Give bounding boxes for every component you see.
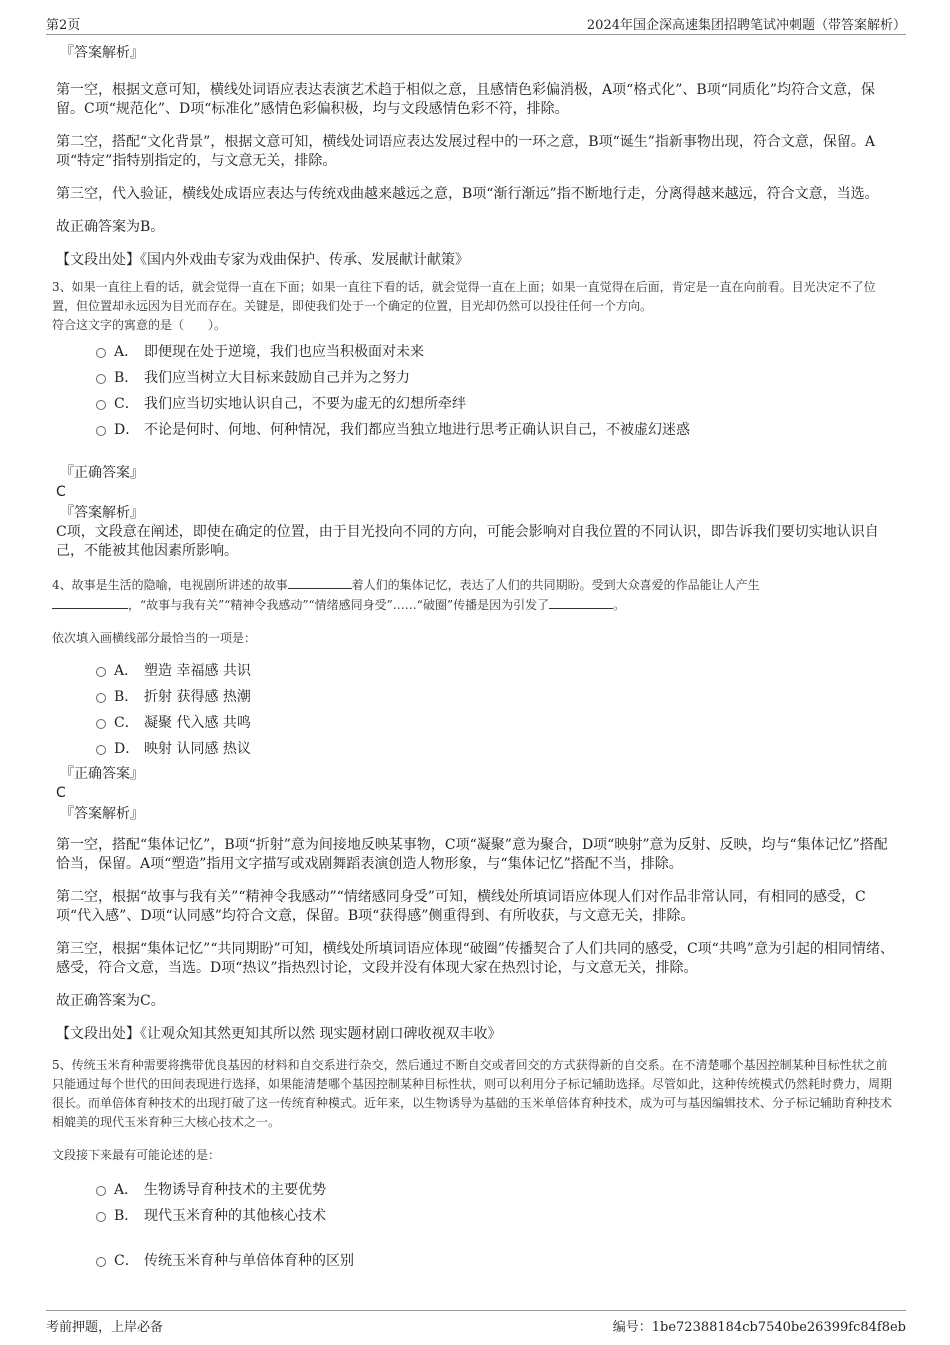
option-b[interactable]: B． 我们应当树立大目标来鼓励自己并为之努力 <box>96 369 896 388</box>
page-number: 第2页 <box>46 18 81 33</box>
question-prompt: 依次填入画横线部分最恰当的一项是： <box>52 631 257 645</box>
option-a[interactable]: A． 生物诱导育种技术的主要优势 <box>96 1181 896 1200</box>
answer-label: 『正确答案』 <box>60 766 144 782</box>
option-a[interactable]: A． 即便现在处于逆境，我们也应当积极面对未来 <box>96 343 896 362</box>
radio-icon[interactable] <box>96 374 106 384</box>
question-prompt: 符合这文字的寓意的是（ ）。 <box>52 318 227 332</box>
analysis-paragraph: 第三空，代入验证，横线处成语应表达与传统戏曲越来越远之意，B项“渐行渐远”指不断地行走，分离得越来越远，符合文意，当选。 <box>56 186 879 202</box>
page-header <box>46 12 906 35</box>
question-stem: 5、传统玉米育种需要将携带优良基因的材料和自交系进行杂交，然后通过不断自交或者回交的方式获得新的自交系。在不清楚哪个基因控制某种目标性状之前只能通过每个世代的田间表现进行选择，如果能清楚哪个基因控制某种目标性状，则可以利用分子标记辅助选择。尽管如此，这种传统模式仍然耗时费力，周期很长。而单倍体育种技术的出现打破了这一传统育种模式。近年来，以生物诱导为基础的玉米单倍体育种技术，成为可与基因编辑技术、分子标记辅助育种技术相媲美的现代玉米育种三大核心技术之一。 <box>52 1058 893 1129</box>
option-c[interactable]: C． 传统玉米育种与单倍体育种的区别 <box>96 1252 896 1271</box>
fill-blank <box>549 595 613 609</box>
conclusion: 故正确答案为C。 <box>56 993 165 1009</box>
radio-icon[interactable] <box>96 1257 106 1267</box>
page-footer <box>46 1310 906 1337</box>
radio-icon[interactable] <box>96 400 106 410</box>
radio-icon[interactable] <box>96 1186 106 1196</box>
option-d[interactable]: D． 不论是何时、何地、何种情况，我们都应当独立地进行思考正确认识自己，不被虚幻迷惑 <box>96 421 896 440</box>
answer-label: 『正确答案』 <box>60 465 144 481</box>
analysis-label: 『答案解析』 <box>60 505 144 521</box>
option-b[interactable]: B． 折射 获得感 热潮 <box>96 688 896 707</box>
option-d[interactable]: D． 映射 认同感 热议 <box>96 740 896 759</box>
correct-answer: C <box>56 484 66 500</box>
option-c[interactable]: C． 我们应当切实地认识自己，不要为虚无的幻想所牵绊 <box>96 395 896 414</box>
correct-answer: C <box>56 785 66 801</box>
source-citation: 【文段出处】《国内外戏曲专家为戏曲保护、传承、发展献计献策》 <box>56 252 469 268</box>
analysis-paragraph: 第二空，搭配“文化背景”，根据文意可知，横线处词语应表达发展过程中的一环之意，B项“诞生”指新事物出现，符合文意，保留。A项“特定”指特别指定的，与文意无关，排除。 <box>56 134 876 169</box>
question-prompt: 文段接下来最有可能论述的是： <box>52 1148 221 1162</box>
document-code: 编号：1be72388184cb7540be26399fc84f8eb <box>612 1320 906 1335</box>
conclusion: 故正确答案为B。 <box>56 219 165 235</box>
analysis-paragraph: C项，文段意在阐述，即使在确定的位置，由于目光投向不同的方向，可能会影响对自我位置的不同认识，即告诉我们要切实地认识自己，不能被其他因素所影响。 <box>56 524 879 559</box>
radio-icon[interactable] <box>96 667 106 677</box>
analysis-paragraph: 第一空，搭配“集体记忆”，B项“折射”意为间接地反映某事物，C项“凝聚”意为聚合，D项“映射”意为反射、反映，均与“集体记忆”搭配恰当，保留。A项“塑造”指用文字描写或戏剧舞蹈表演创造人物形象，与“集体记忆”搭配不当，排除。 <box>56 837 888 872</box>
radio-icon[interactable] <box>96 693 106 703</box>
question-stem: 4、故事是生活的隐喻，电视剧所讲述的故事 着人们的集体记忆，表达了人们的共同期盼。受到大众喜爱的作品能让人产生 ，“故事与我有关”“精神令我感动”“情绪感同身受”……“破圈”传播是因为引发了 。 <box>52 575 896 615</box>
option-b[interactable]: B． 现代玉米育种的其他核心技术 <box>96 1207 896 1226</box>
question-stem: 3、如果一直往上看的话，就会觉得一直在下面；如果一直往下看的话，就会觉得一直在上面；如果一直觉得在后面，肯定是一直在向前看。目光决定不了位置，但位置却永远因为目光而存在。关键是，即使我们处于一个确定的位置，目光却仍然可以投往任何一个方向。 <box>52 280 876 313</box>
option-c[interactable]: C． 凝聚 代入感 共鸣 <box>96 714 896 733</box>
document-body <box>52 44 896 1271</box>
document-title: 2024年国企深高速集团招聘笔试冲刺题（带答案解析） <box>586 18 906 33</box>
option-a[interactable]: A． 塑造 幸福感 共识 <box>96 662 896 681</box>
source-citation: 【文段出处】《让观众知其然更知其所以然 现实题材剧口碑收视双丰收》 <box>56 1026 502 1042</box>
radio-icon[interactable] <box>96 426 106 436</box>
analysis-label: 『答案解析』 <box>60 45 144 61</box>
analysis-paragraph: 第一空，根据文意可知，横线处词语应表达表演艺术趋于相似之意，且感情色彩偏消极，A项“格式化”、B项“同质化”均符合文意，保留。C项“规范化”、D项“标准化”感情色彩偏积极，均与文段感情色彩不符，排除。 <box>56 82 876 117</box>
radio-icon[interactable] <box>96 1212 106 1222</box>
radio-icon[interactable] <box>96 719 106 729</box>
analysis-paragraph: 第三空，根据“集体记忆”“共同期盼”可知，横线处所填词语应体现“破圈”传播契合了人们共同的感受，C项“共鸣”意为引起的相同情绪、感受，符合文意，当选。D项“热议”指热烈讨论，文段并没有体现大家在热烈讨论，与文意无关，排除。 <box>56 941 894 976</box>
radio-icon[interactable] <box>96 348 106 358</box>
footer-slogan: 考前押题，上岸必备 <box>46 1320 164 1335</box>
fill-blank <box>52 595 128 609</box>
radio-icon[interactable] <box>96 745 106 755</box>
analysis-paragraph: 第二空，根据“故事与我有关”“精神令我感动”“情绪感同身受”可知，横线处所填词语应体现人们对作品非常认同，有相同的感受，C项“代入感”、D项“认同感”均符合文意，保留。B项“获得感”侧重得到、有所收获，与文意无关，排除。 <box>56 889 866 924</box>
analysis-label: 『答案解析』 <box>60 806 144 822</box>
fill-blank <box>288 575 352 589</box>
